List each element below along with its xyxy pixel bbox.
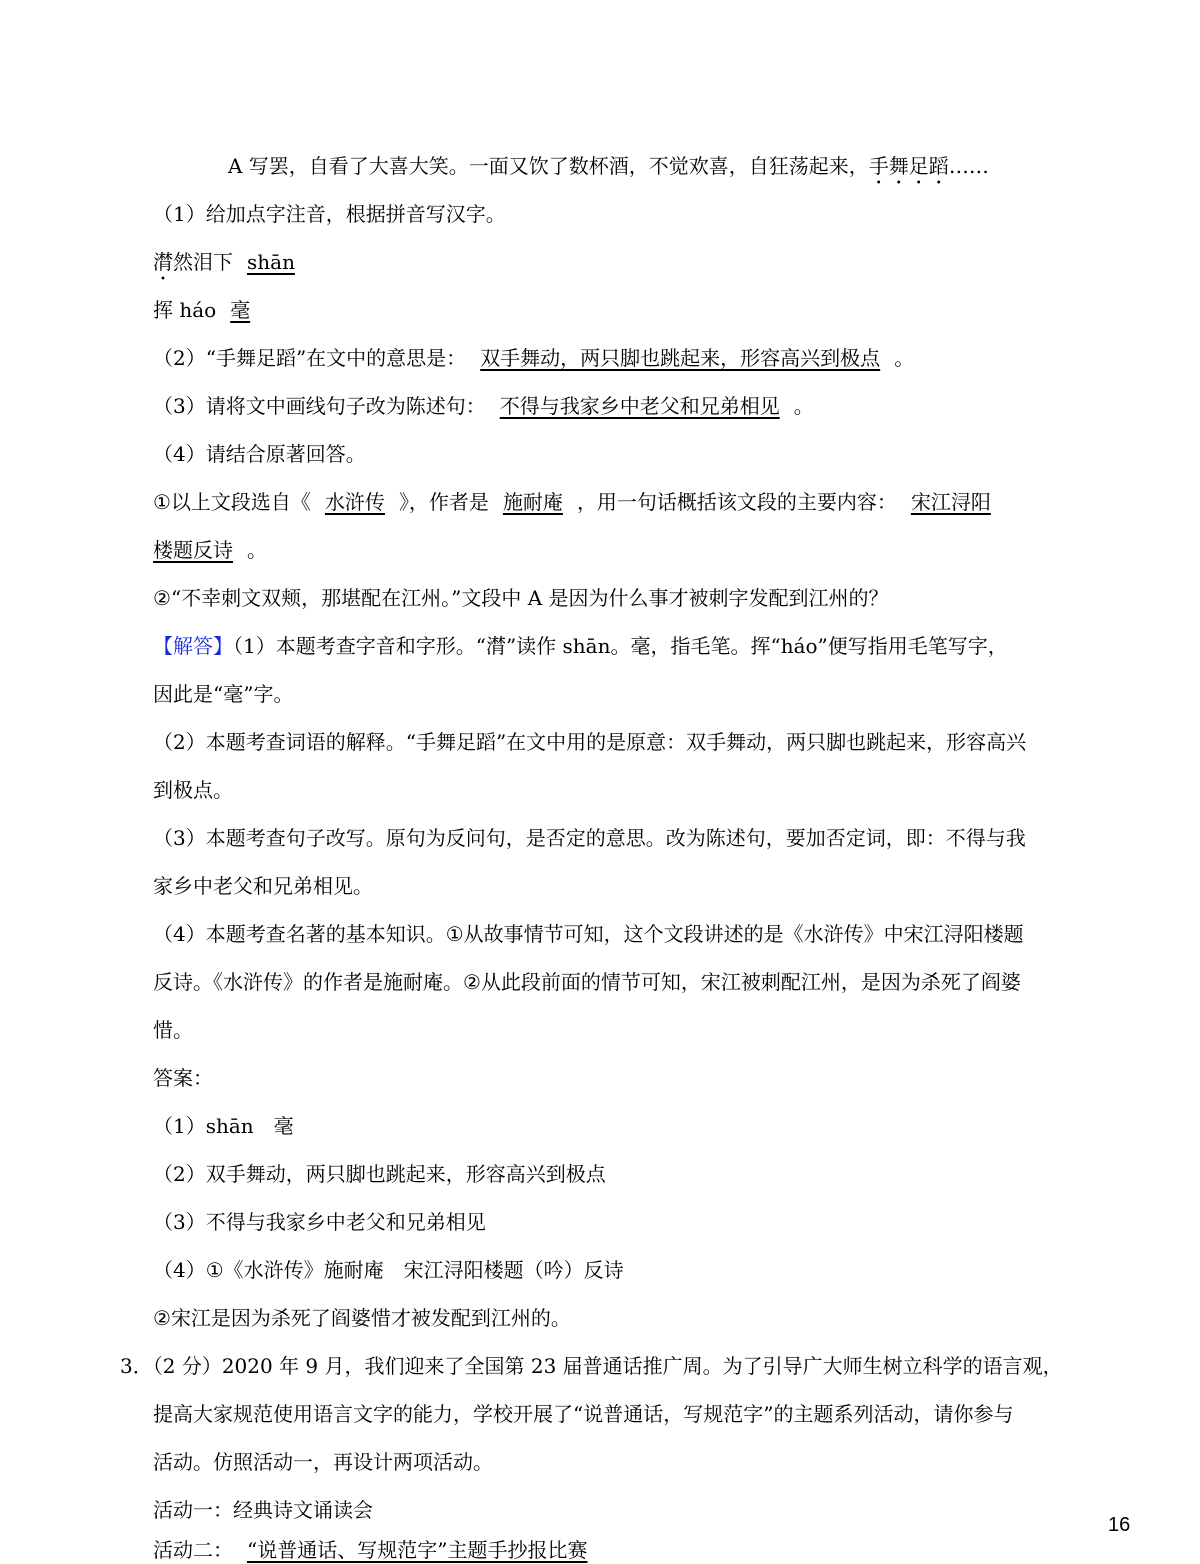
- q4-prompt: （4）请结合原著回答。: [153, 442, 366, 466]
- q4-s1-line1: ①以上文段选自《 水浒传 》，作者是 施耐庵 ，用一句话概括该文段的主要内容： 宋江浔阳: [153, 490, 991, 514]
- q1-item2-answer: 毫: [230, 298, 251, 322]
- question3-line3: 活动。仿照活动一，再设计两项活动。: [153, 1450, 493, 1474]
- answer-p4b: 反诗。《水浒传》的作者是施耐庵。②从此段前面的情节可知，宋江被刺配江州，是因为杀死了阎婆: [153, 970, 1021, 994]
- answer-p3b: 家乡中老父和兄弟相见。: [153, 874, 373, 898]
- answer-label: 答案：: [153, 1066, 213, 1090]
- q1-prompt: （1）给加点字注音，根据拼音写汉字。: [153, 202, 506, 226]
- answer-a2: （2）双手舞动，两只脚也跳起来，形容高兴到极点: [153, 1162, 606, 1186]
- question3-line1: 3．（2 分）2020 年 9 月，我们迎来了全国第 23 届普通话推广周。为了引导广大师生树立科学的语言观，: [120, 1354, 1063, 1378]
- q4-s1-line2: 楼题反诗 。: [153, 538, 267, 562]
- answer-a3: （3）不得与我家乡中老父和兄弟相见: [153, 1210, 486, 1234]
- q3-answer: 不得与我家乡中老父和兄弟相见: [499, 394, 780, 418]
- answer-a5: ②宋江是因为杀死了阎婆惜才被发配到江州的。: [153, 1306, 571, 1330]
- question3-line2: 提高大家规范使用语言文字的能力，学校开展了“说普通话，写规范字”的主题系列活动，请你参与: [153, 1402, 1014, 1426]
- question3-number: 3．: [120, 1354, 153, 1378]
- answer-p2b: 到极点。: [153, 778, 233, 802]
- q1-item2: 挥 háo 毫: [153, 296, 1074, 324]
- answer-a4: （4）①《水浒传》施耐庵 宋江浔阳楼题（吟）反诗: [153, 1258, 624, 1282]
- answer-p1a: 【解答】（1）本题考查字音和字形。“潸”读作 shān。毫，指毛笔。挥“háo”便写指用毛笔写字，: [153, 634, 1008, 658]
- q1-item1: 潸然泪下 shān: [153, 248, 1074, 285]
- answer-p2a: （2）本题考查词语的解释。“手舞足蹈”在文中用的是原意：双手舞动，两只脚也跳起来，形容高兴: [153, 730, 1027, 754]
- answer-p1b: 因此是“毫”字。: [153, 682, 294, 706]
- activity-2-answer: “说普通话、写规范字”主题手抄报比赛: [247, 1538, 588, 1562]
- passage-line: A 写罢，自看了大喜大笑。一面又饮了数杯酒，不觉欢喜，自狂荡起来，手舞足蹈……: [228, 154, 989, 178]
- answer-p4c: 惜。: [153, 1018, 193, 1042]
- activity-2: 活动二： “说普通话、写规范字”主题手抄报比赛: [153, 1536, 1074, 1564]
- q1-item1-answer: shān: [247, 250, 295, 274]
- answer-p3a: （3）本题考查句子改写。原句为反问句，是否定的意思。改为陈述句，要加否定词，即：不得与我: [153, 826, 1026, 850]
- q3-line: （3）请将文中画线句子改为陈述句： 不得与我家乡中老父和兄弟相见 。: [153, 394, 814, 418]
- answer-a1: （1）shān 毫: [153, 1114, 294, 1138]
- q4-s2: ②“不幸刺文双颊，那堪配在江州。”文段中 A 是因为什么事才被刺字发配到江州的？: [153, 586, 889, 610]
- activity-1: 活动一：经典诗文诵读会: [153, 1498, 373, 1522]
- answer-p4a: （4）本题考查名著的基本知识。①从故事情节可知，这个文段讲述的是《水浒传》中宋江浔阳楼题: [153, 922, 1024, 946]
- q2-answer: 双手舞动，两只脚也跳起来，形容高兴到极点: [480, 346, 881, 370]
- q2-line: （2）“手舞足蹈”在文中的意思是： 双手舞动，两只脚也跳起来，形容高兴到极点 。: [153, 346, 915, 370]
- answer-tag: 【解答】: [153, 634, 233, 658]
- page-number: 16: [1108, 1514, 1131, 1536]
